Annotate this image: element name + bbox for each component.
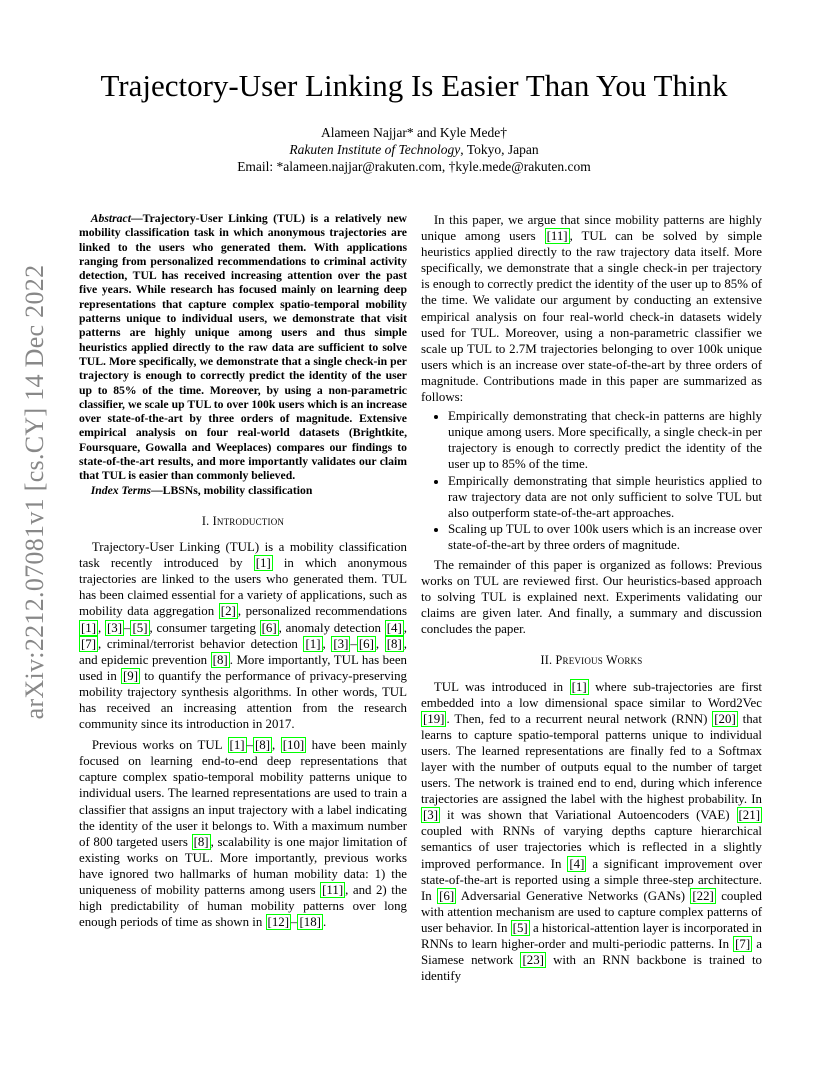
section-number: I. — [201, 513, 210, 528]
citation-link[interactable]: [19] — [423, 711, 445, 726]
citation-link[interactable]: [21] — [738, 808, 760, 823]
citation-link[interactable]: [1] — [81, 620, 97, 635]
section-title: Introduction — [212, 513, 285, 528]
citation-link[interactable]: [6] — [358, 636, 374, 651]
citation-link[interactable]: [1] — [571, 679, 587, 694]
author-block — [0, 124, 828, 175]
citation-link[interactable]: [8] — [193, 834, 209, 849]
contribution-item: • Scaling up TUL to over 100k users which is an increase over state-of-the-art by three orders of magnitude. — [448, 521, 762, 553]
intro-paragraph-1: Trajectory-User Linking (TUL) is a mobility classification task recently introduced by [1] in which anonymous trajectories are linked to the users who generated them. TUL has been claimed essential for a variety of applications, such as mobility data aggregation [2] , personalized recommendations [1] , [3] – [5] , consumer targeting [6] , anomaly detection [4] , [7] , criminal/terrorist behavior detection [1] , [3] – [6] , [8] , and epidemic prevention [8] . More importantly, TUL has been used in [9] to quantify the performance of privacy-preserving mobility trajectory synthesis algorithms. In other words, TUL has received an increasing attention from the research community since its introduction in 2017. — [79, 540, 408, 732]
abstract-label: Abstract — [90, 212, 131, 225]
citation-link[interactable]: [1] — [305, 636, 321, 651]
abstract — [79, 212, 407, 484]
paper-title: Trajectory-User Linking Is Easier Than You Think — [100, 68, 728, 103]
citation-link[interactable]: [6] — [261, 620, 277, 635]
abstract-text: —Trajectory-User Linking (TUL) is a relatively new mobility classification task in which anonymous trajectories are linked to the users who generated them. With applications ranging from personalized recommendations to criminal activity detection, TUL has received increasing attention over the past five years. While research has focused mainly on learning deep representations that capture complex spatio-temporal mobility patterns unique to individual users, we demonstrate that visit patterns are highly unique among users and thus simple heuristics applied directly to the raw data are sufficient to solve TUL. More specifically, we demonstrate that a single check-in per trajectory is enough to correctly predict the identity of the user up to 85% of the time. Moreover, by using a non-parametric classifier, we scale up TUL to over 100k users which is an increase over state-of-the-art by three orders of magnitude. Extensive empirical analysis on four real-world datasets (Brightkite, Foursquare, Gowalla and Weeplaces) compares our findings to state-of-the-art results, and more importantly validates our claim that TUL is easier than commonly believed. — [79, 212, 407, 483]
contribution-item: • Empirically demonstrating that check-in patterns are highly unique among users. More specifically, a single check-in per trajectory is enough to correctly predict the identity of the user up to 85% of the time. — [448, 408, 762, 472]
citation-link[interactable]: [4] — [386, 620, 402, 635]
section-heading-introduction — [79, 513, 407, 529]
affiliation-institute: Rakuten Institute of Technology — [289, 142, 461, 157]
citation-link[interactable]: [5] — [512, 920, 528, 935]
citation-link[interactable]: [7] — [81, 636, 97, 651]
citation-link[interactable]: [1] — [255, 556, 271, 571]
previous-works-paragraph-1: TUL was introduced in [1] where sub-trajectories are first embedded into a low dimensional space similar to Word2Vec [19] . Then, fed to a recurrent neural network (RNN) [20] that learns to capture spatio-temporal patterns unique to individual users. The learned representations are finally fed to a Softmax layer with the number of outputs equal to the number of target users. The network is trained end to end, during which inference trajectories are assigned the label with the highest probability. In [3] it was shown that Variational Autoencoders (VAE) [21] coupled with RNNs of varying depths capture hierarchical semantics of user trajectories which is reflected in a slightly improved performance. In [4] a significant improvement over state-of-the-art is reported using a simple three-step architecture. In [6] Adversarial Generative Networks (GANs) [22] coupled with attention mechanism are used to capture complex patterns of user behavior. In [5] a historical-attention layer is incorporated in RNNs to learn higher-order and multi-periodic patterns. In [7] a Siamese network [23] with an RNN backbone is trained to identify — [421, 679, 762, 984]
citation-link[interactable]: [1] — [229, 738, 245, 753]
intro-paragraph-2: Previous works on TUL [1] – [8] , [10] have been mainly focused on learning end-to-end deep representations that capture complex spatio-temporal mobility patterns unique to individual users. The learned representations are used to train a classifier that assigns an input trajectory with a label indicating the identity of the user it belongs to. With a maximum number of 800 targeted users [8] , scalability is one major limitation of existing works on TUL. More importantly, previous works have ignored two hallmarks of human mobility data: 1) the uniqueness of mobility patterns among users [11] , and 2) the high predictability of human mobility patterns over long enough periods of time as shown in [12] – [18] . — [79, 738, 407, 930]
section-heading-previous-works — [421, 652, 762, 668]
citation-link[interactable]: [5] — [132, 620, 148, 635]
contribution-item: • Empirically demonstrating that simple heuristics applied to raw trajectory data are not only sufficient to solve TUL but also outperform state-of-the-art approaches. — [448, 473, 762, 521]
left-column — [79, 212, 407, 930]
citation-link[interactable]: [20] — [714, 711, 736, 726]
right-column — [421, 212, 762, 984]
intro-paragraph-4: The remainder of this paper is organized as follows: Previous works on TUL are reviewed first. Our heuristics-based approach to solving TUL is explained next. Experiments validating our claims are given later. And finally, a summary and discussion concludes the paper. — [421, 557, 762, 637]
section-title: Previous Works — [555, 653, 643, 668]
arxiv-identifier: arXiv:2212.07081v1 [cs.CY] 14 Dec 2022 — [20, 264, 49, 720]
affiliation — [0, 141, 828, 158]
citation-link[interactable]: [8] — [386, 636, 402, 651]
citation-link[interactable]: [7] — [735, 937, 751, 952]
citation-link[interactable]: [9] — [123, 668, 139, 683]
citation-link[interactable]: [6] — [439, 888, 455, 903]
citation-link[interactable]: [11] — [546, 229, 568, 244]
citation-link[interactable]: [8] — [255, 738, 271, 753]
citation-link[interactable]: [2] — [220, 604, 236, 619]
author-names: Alameen Najjar* and Kyle Mede† — [321, 125, 507, 140]
intro-paragraph-3: In this paper, we argue that since mobility patterns are highly unique among users [11] , TUL can be solved by simple heuristics applied directly to the raw trajectory data itself. More specifically, we demonstrate that a single check-in per trajectory is enough to correctly predict the identity of the user up to 85% of the time. We validate our argument by conducting an extensive empirical analysis on four real-world check-in datasets widely used for TUL. Moreover, using a non-parametric classifier we scale up TUL to 2.7M trajectories belonging to over 100k unique users which is an increase over state-of-the-art by three orders of magnitude. Contributions made in this paper are summarized as follows: — [421, 213, 762, 405]
citation-link[interactable]: [12] — [267, 915, 290, 930]
citation-link[interactable]: [3] — [333, 636, 349, 651]
citation-link[interactable]: [18] — [299, 915, 321, 930]
citation-link[interactable]: [4] — [569, 856, 585, 871]
citation-link[interactable]: [10] — [282, 738, 305, 753]
author-emails: Email: *alameen.najjar@rakuten.com, †kyle.mede@rakuten.com — [237, 159, 591, 174]
citation-link[interactable]: [3] — [107, 620, 123, 635]
affiliation-location: , Tokyo, Japan — [460, 142, 539, 157]
citation-link[interactable]: [11] — [322, 883, 344, 897]
index-terms-label: Index Terms — [90, 483, 151, 497]
citation-link[interactable]: [3] — [423, 808, 439, 823]
citation-link[interactable]: [23] — [522, 953, 544, 968]
index-terms-text: —LBSNs, mobility classification — [150, 483, 313, 497]
citation-link[interactable]: [8] — [212, 652, 228, 667]
index-terms — [79, 484, 407, 498]
citation-link[interactable]: [22] — [692, 888, 714, 903]
contributions-list — [421, 408, 762, 553]
arxiv-sidebar-stamp — [19, 264, 51, 720]
section-number: II. — [540, 653, 553, 668]
